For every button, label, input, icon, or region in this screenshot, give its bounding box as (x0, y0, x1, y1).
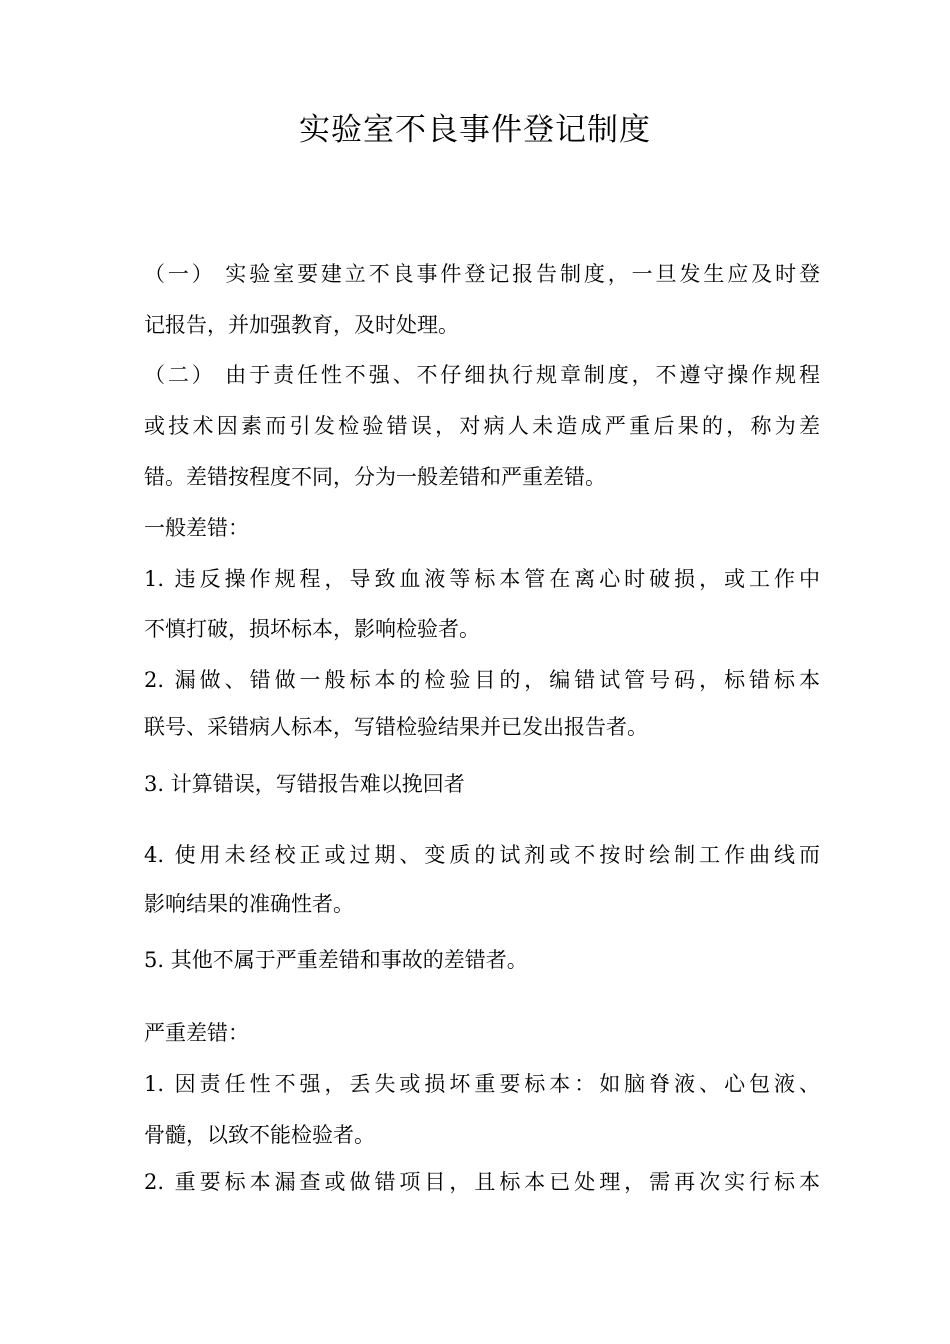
list-item-line: 骨髓，以致不能检验者。 (144, 1123, 375, 1147)
section-heading: 一般差错： (144, 516, 249, 540)
paragraph-line: 错。差错按程度不同，分为一般差错和严重差错。 (144, 465, 606, 489)
list-item-line: 1. 因责任性不强，丢失或损坏重要标本：如脑脊液、心包液、 (144, 1072, 820, 1096)
paragraph-line: （一） 实验室要建立不良事件登记报告制度，一旦发生应及时登 (144, 262, 820, 286)
section-heading: 严重差错： (144, 1021, 249, 1045)
list-item-line: 2. 漏做、错做一般标本的检验目的，编错试管号码，标错标本 (144, 668, 820, 692)
list-item-line: 2. 重要标本漏查或做错项目，且标本已处理，需再次实行标本 (144, 1170, 820, 1194)
list-item-line: 不慎打破，损坏标本，影响检验者。 (144, 617, 480, 641)
document-title: 实验室不良事件登记制度 (299, 112, 651, 148)
list-item-line: 4. 使用未经校正或过期、变质的试剂或不按时绘制工作曲线而 (144, 843, 820, 867)
paragraph-line: 或技术因素而引发检验错误，对病人未造成严重后果的，称为差 (144, 414, 820, 438)
paragraph-line: （二） 由于责任性不强、不仔细执行规章制度，不遵守操作规程 (144, 363, 820, 387)
list-item-line: 5. 其他不属于严重差错和事故的差错者。 (144, 948, 528, 972)
list-item-line: 联号、采错病人标本，写错检验结果并已发出报告者。 (144, 715, 648, 739)
list-item-line: 1. 违反操作规程，导致血液等标本管在离心时破损，或工作中 (144, 567, 820, 591)
list-item-line: 影响结果的准确性者。 (144, 892, 354, 916)
paragraph-line: 记报告，并加强教育，及时处理。 (144, 313, 459, 337)
list-item-line: 3. 计算错误，写错报告难以挽回者 (144, 772, 465, 796)
